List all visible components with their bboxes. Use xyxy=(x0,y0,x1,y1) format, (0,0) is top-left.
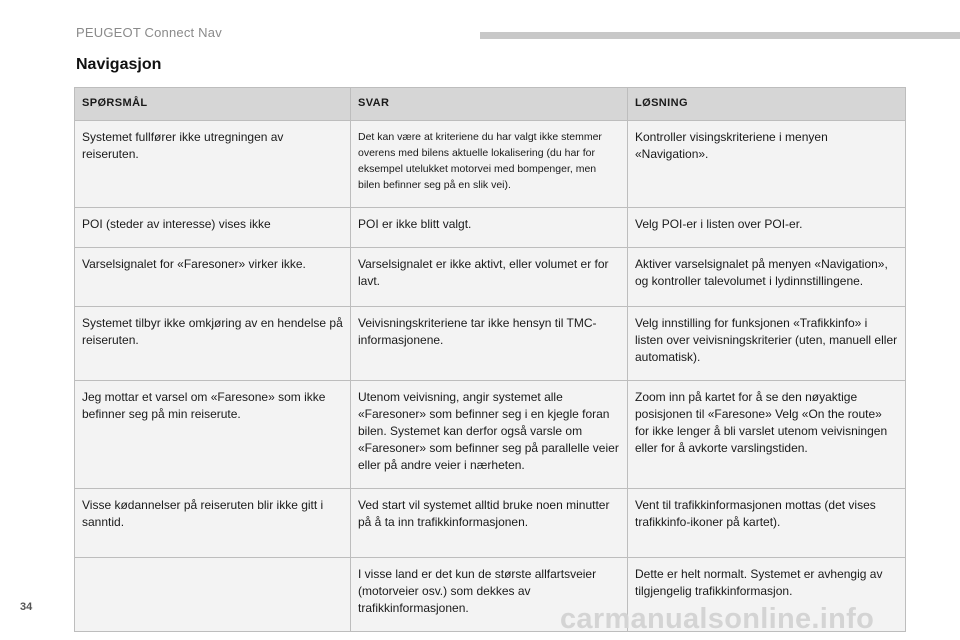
table-row xyxy=(75,248,906,307)
answer-cell: POI er ikke blitt valgt. xyxy=(351,208,628,248)
solution-cell: Kontroller visingskriteriene i menyen «Navigation». xyxy=(628,121,906,208)
solution-cell: Vent til trafikkinformasjonen mottas (det vises trafikkinfo-ikoner på kartet). xyxy=(628,489,906,558)
table-row xyxy=(75,489,906,558)
solution-cell: Dette er helt normalt. Systemet er avhengig av tilgjengelig trafikkinformasjon. xyxy=(628,558,906,632)
answer-cell: Varselsignalet er ikke aktivt, eller volumet er for lavt. xyxy=(351,248,628,307)
troubleshooting-table xyxy=(74,87,906,632)
header-brand: PEUGEOT Connect Nav xyxy=(76,25,222,40)
watermark-logo: carmanualsonline.info xyxy=(560,603,875,635)
column-header-answer: SVAR xyxy=(351,88,628,121)
solution-cell: Velg POI-er i listen over POI-er. xyxy=(628,208,906,248)
answer-cell: Ved start vil systemet alltid bruke noen minutter på å ta inn trafikkinformasjonen. xyxy=(351,489,628,558)
question-cell: POI (steder av interesse) vises ikke xyxy=(75,208,351,248)
page-number: 34 xyxy=(20,601,33,613)
solution-cell: Velg innstilling for funksjonen «Trafikkinfo» i listen over veivisningskriterier (uten, manuell eller automatisk). xyxy=(628,307,906,381)
question-cell: Systemet fullfører ikke utregningen av reiseruten. xyxy=(75,121,351,208)
table-row xyxy=(75,381,906,489)
table-row xyxy=(75,121,906,208)
question-cell: Varselsignalet for «Faresoner» virker ikke. xyxy=(75,248,351,307)
question-cell xyxy=(75,558,351,632)
table-row xyxy=(75,208,906,248)
answer-cell: Veivisningskriteriene tar ikke hensyn til TMC-informasjonene. xyxy=(351,307,628,381)
table-header-row xyxy=(75,88,906,121)
answer-cell: Utenom veivisning, angir systemet alle «Faresoner» som befinner seg i en kjegle foran bilen. Systemet kan derfor også varsle om «Faresoner» som befinner seg på parallelle veier eller på andre veier i nærheten. xyxy=(351,381,628,489)
page-title: Navigasjon xyxy=(76,56,162,73)
solution-cell: Aktiver varselsignalet på menyen «Navigation», og kontroller talevolumet i lydinnstillingene. xyxy=(628,248,906,307)
solution-cell: Zoom inn på kartet for å se den nøyaktige posisjonen til «Faresone» Velg «On the route» for ikke lenger å bli varslet utenom veivisningen eller for å avkorte varslingstiden. xyxy=(628,381,906,489)
question-cell: Jeg mottar et varsel om «Faresone» som ikke befinner seg på min reiserute. xyxy=(75,381,351,489)
column-header-question: SPØRSMÅL xyxy=(75,88,351,121)
table-row xyxy=(75,307,906,381)
header-rule xyxy=(480,32,960,39)
answer-cell: Det kan være at kriteriene du har valgt ikke stemmer overens med bilens aktuelle lokalisering (du har for eksempel utelukket motorvei med bompenger, men bilen befinner seg på en slik vei). xyxy=(351,121,628,208)
question-cell: Systemet tilbyr ikke omkjøring av en hendelse på reiseruten. xyxy=(75,307,351,381)
answer-cell: I visse land er det kun de største allfartsveier (motorveier osv.) som dekkes av trafikkinformasjonen. xyxy=(351,558,628,632)
question-cell: Visse kødannelser på reiseruten blir ikke gitt i sanntid. xyxy=(75,489,351,558)
column-header-solution: LØSNING xyxy=(628,88,906,121)
